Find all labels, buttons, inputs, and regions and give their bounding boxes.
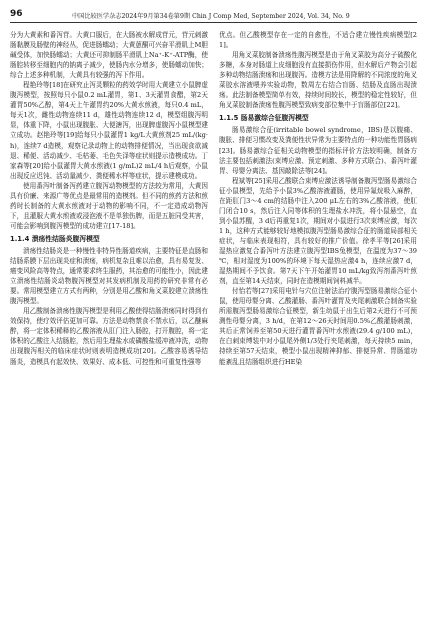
page-header xyxy=(10,8,417,22)
paragraph: 付怡若等[27]采用电针与穴位注射法治疗腹泻型肠易激综合征小鼠，使用母婴分离、乙酸灌肠、番泻叶灌胃及夹尾刺激联合制备实验所需腹泻型肠易激综合征模型，新生幼鼠于出生后第2天进行不可预测性母婴分离，3 h/d，在第12～26天时间用0.5%乙酸灌肠刺激，其后正常饲养至第50天进行灌胃番泻叶水煎液(29.4 g/100 mL)，在白刺束缚装中对小鼠尾外侧1/3处行夹尾刺激，每天持续5 min，持续至第57天结束，模型小鼠出现精神抑郁、排便异常、胃肠道功能紊乱且结肠组织进行HE染 xyxy=(219,287,417,366)
paragraph: 分为大黄素和番泻苷。大黄口服后，在大肠被水解成苷元，苷元刺激肠黏膜及肠壁的神经丛，促进肠蠕动；大黄蒽酮可兴奋平滑肌上M胆碱受体，加快肠蠕动；大黄还可抑制肠平滑肌上Na⁺-K⁺-ATP酶，使肠腔转移至细胞内的钠离子减少，使肠内水分增多，使肠蠕动加快；综合上述多种机制，大黄具有较强的泻下作用。 xyxy=(10,31,208,80)
section-heading-1-1-4: 1.1.4 溃疡性结肠炎腹泻模型 xyxy=(10,234,100,243)
journal-citation: 中国比较医学杂志2024年9月第34卷第9期 Chin J Comp Med, September 2024, Vol. 34, No. 9 xyxy=(72,13,350,20)
paragraph: 肠易激综合征(irritable bowel syndrome，IBS)是以腹痛、腹胀、排便习惯改变及粪便性状异常为主要特点的一种功能性胃肠病[23]。肠易激综合征相关动物模型的指标评价方法较明确，制备方法主要包括刺激法(束缚应激、预定刺激、多种方式联合)、番泻叶灌胃、母婴分离法、基因敲除法等[24]。 xyxy=(219,126,417,175)
paragraph: 溃疡性结肠炎是一种慢性非特异性肠道疾病，主要特征是直肠和结肠系膜下层出现炎症和溃疡，病机复杂且难以治愈，具有易复发、癌变风险高等特点，通常要求终生服药，其治愈的可能性小，因此建立溃疡性结肠炎动物腹泻模型对其发病机制及用药的研究非常有必要。常用模型建立方式有两种，分别是用乙酸和角叉菜胶建立溃疡性腹泻模型。 xyxy=(10,246,208,306)
section-heading-1-1-5: 1.1.5 肠易激综合征腹泻模型 xyxy=(219,114,309,123)
page-number: 96 xyxy=(10,9,23,19)
right-column xyxy=(219,30,417,367)
paragraph: 程斌等[25]采用乙酸联合束缚应激法诱导制备腹泻型肠易激综合征小鼠模型，先给予小鼠3%乙酸溶液灌肠，使用异氟烷吸入麻醉，在距肛门3～4 cm的结肠中注入200 μL左右的3%乙酸溶液，使肛门闭合10 s，然后注入同等体积的生理盐水冲洗，将小鼠悬空，直到小鼠苏醒，3 d后再重复1次，期间对小鼠进行3次束缚应激，每次1 h，这种方式能够较好地模拟腹泻型肠易激综合征的肠道局部相关症状，与临床表现相符，具有较好的推广价值。徐孝平等[26]采用湿热应激复合番泻叶方法建立腹泻型IBS兔模型，在温度为37～39 ℃，相对湿度为100%的环境下每天湿热应激4 h，连续应激7 d，湿热期间不予饮食。第7天下午开始灌胃10 mL/kg致泻剂番泻叶煎剂，直至第14天结束，同时在造模期间饲料减半。 xyxy=(219,176,417,286)
paragraph: 优点。但乙酸模型存在一定的自愈性，不适合建立慢性疾病模型[21]。 xyxy=(219,31,417,50)
paragraph: 用角叉菜胶制备溃疡性腹泻模型是由于角叉菜胶为高分子硫酸化多糖，本身对肠道上皮细胞没有直接损伤作用，但水解后产物会引起多种动物结肠溃疡和出现腹泻。造模方法是用降解的不同浓度的角叉菜胶水溶液喂养实验动物，数周左右结合盲肠、结肠及直肠出现溃疡。此法制备模型简单有效，持续时间较长，模型的稳定性较好，但角叉菜胶制备溃疡性腹泻模型致病变部位集中于盲肠部位[22]。 xyxy=(219,51,417,110)
paragraph: 用乙酸制备溃疡性腹泻模型是利用乙酸使得结肠溃疡同时得到有效保持，使疗效评估更加可靠。方法是动物禁食不禁水后，以乙醚麻醉，将一定体积稀释的乙酸溶液从肛门注入肠腔，打开腹腔，将一定体积的乙酸注入结肠腔，然后用生理盐水或磷酸盐缓冲液冲洗，动物出现腹泻相关的临床症状时则表明造模成功[20]。乙酸容易诱导结肠炎，造模具有起效快、效果好、成本低、可控性和可重复性强等 xyxy=(10,307,208,366)
paragraph: 使用番泻叶制备泻药建立腹泻动物模型的方法较为常用，大黄因具有价廉、来源广等优点是最常用的造模剂。但不同的煎药方法和煎药时长制备的大黄水煎液对于动物的影响不同，不一定造成动物泻下，且灌服大黄水煎液或浸泡液不是单独伤脾，而是五脏同受其害，可能会影响到腹泻模型的成功建立[17-18]。 xyxy=(10,181,208,230)
paragraph: 程艳玲等[18]在研究止泻灵颗粒的药效学时用大黄建立小鼠脾虚腹泻模型，按照每只小鼠0.2 mL灌胃，第1、3天灌胃食醋，第2天灌胃50%乙醇，第4天上午灌胃约20%大黄水煎液，每只0.4 mL，每天1次，雌性动物连续11 d，雄性动物连续12 d，模型组腹泻明显，体重下降，小鼠出现腹胀、大便溏泻，出现脾虚腹泻小鼠模型建立成功。赵艳玲等[19]给每只小鼠灌胃1 kg/L大黄煎剂25 mL/(kg·h)，连续7 d造模，观察记录动物上的动物排便情况，当出现食欲减退、稀便、活动减少、毛枯萎、毛色失泽等症状则提示造模成功。丁家森等[20]给小鼠灌胃大黄水煎液(1 g/mL)2 mL/4 h后观察，小鼠出现反应迟钝、活动量减少、粪便稀水样等症状，提示建模成功。 xyxy=(10,81,208,180)
header-rule xyxy=(10,22,417,23)
left-column xyxy=(10,30,208,367)
